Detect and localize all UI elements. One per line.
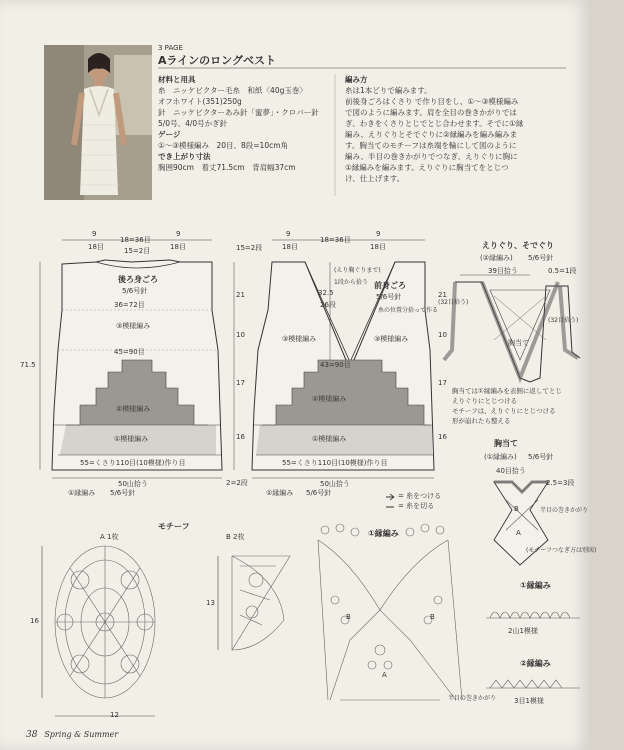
back-shoulder-span: 15=2目 (124, 247, 151, 255)
neck-top-right: 0.5=1段 (548, 267, 577, 275)
page-ref: 3 PAGE (158, 44, 183, 52)
back-dim-right: 9 (176, 230, 181, 238)
back-chain: 55=くさり110目(10模様)作り目 (80, 459, 186, 467)
motif-b-height: 13 (206, 599, 215, 607)
bib-side: 2.5=3段 (546, 479, 575, 487)
neck-side-right: (32目拾う) (548, 317, 579, 324)
front-chain: 55=くさり110目(10模様)作り目 (282, 459, 388, 467)
back-side-dim: 15=2段 (236, 244, 263, 252)
back-dim-left: 9 (92, 230, 97, 238)
back-side-dim: 17 (236, 379, 245, 387)
back-border-note: 50山拾う (118, 480, 148, 488)
back-pattern-2: ②模様編み (116, 405, 151, 413)
motif-a-height: 16 (30, 617, 39, 625)
method-line: で図のように編みます。肩を全目の巻きかがりでは (345, 108, 517, 117)
back-border-hook: 5/6号針 (110, 489, 136, 497)
edging-mid-piece-b-right: B (430, 613, 435, 621)
bib-sub: (①縁編み) (484, 453, 517, 461)
front-pattern-1: ①模様編み (312, 435, 347, 443)
legend-add: = 糸をつける (398, 492, 442, 500)
front-mid-width: 43=90目 (320, 361, 351, 369)
front-border-hook: 5/6号針 (306, 489, 332, 497)
edging-mid-piece-b-left: B (346, 613, 351, 621)
materials-yarn: 糸 ニッケビクター毛糸 和紙〈40g玉巻〉 (158, 86, 307, 95)
front-border-label: ①縁編み (266, 489, 294, 497)
back-pattern-1: ①模様編み (114, 435, 149, 443)
neck-sub: (②縁編み) (480, 254, 513, 262)
back-width-36: 36=72目 (114, 301, 145, 309)
front-dim-center: 18=36目 (320, 236, 351, 244)
edging-chart-mid (318, 524, 462, 700)
size-heading: でき上がり寸法 (158, 152, 211, 161)
front-v-length: 32.5 (318, 289, 334, 297)
method-line: ぎ、わきをくさりとじでとじ合わせます。そでに①縁 (345, 119, 524, 128)
series-name: Spring & Summer (44, 730, 119, 739)
neck-title: えりぐり、そでぐり (482, 241, 554, 250)
motif-a-width: 12 (110, 711, 119, 719)
method-line: 編み、半目の巻きかがりでつなぎ、えりぐりに胸に (345, 152, 518, 161)
front-v-side: 1段から拾う (334, 279, 368, 286)
front-border-note: 50山拾う (320, 480, 350, 488)
materials-yarn-color: オフホワイト(351)250g (158, 97, 242, 106)
back-rows-left: 18目 (88, 243, 104, 251)
front-side-dim: 10 (438, 331, 447, 339)
back-total-length: 71.5 (20, 361, 36, 369)
back-hook: 5/6号針 (122, 287, 148, 295)
neck-note-3: モチーフは、えりぐりにとじつける (452, 407, 556, 415)
front-side-dim: 16 (438, 433, 447, 441)
method-line: す。胸当てのモチーフは糸端を輪にして図のように (345, 141, 517, 150)
neck-center: 胸当て (508, 339, 529, 347)
back-title: 後ろ身ごろ (118, 275, 158, 284)
bib-piece-b: B (514, 505, 519, 513)
front-v-note: (えり胸ぐりまで) (334, 267, 381, 274)
neck-note-1: 胸当ては①縁編みを表側に返してとじ (452, 387, 562, 395)
gauge-heading: ゲージ (158, 130, 181, 139)
page-number: 38 (26, 730, 38, 740)
back-dim-center: 18=36目 (120, 236, 151, 244)
front-side-dim: 17 (438, 379, 447, 387)
legend-marks (386, 494, 394, 507)
gauge-text: ①～③模様編み 20目、8段=10cm角 (158, 141, 289, 150)
front-pattern-2: ②模様編み (312, 395, 347, 403)
bib-note-1: 半目の巻きかがり (540, 507, 589, 514)
neck-note-4: 形が崩れたら整える (452, 417, 511, 425)
motif-b-diagram (218, 556, 290, 650)
motif-title: モチーフ (158, 522, 190, 531)
size-text: 胸囲90cm 着丈71.5cm 背肩幅37cm (158, 163, 296, 172)
edging-mid-piece-a: A (382, 671, 387, 679)
materials-needle: 針 ニッケビクターあみ針「蜜夢」・クロバー針 (158, 108, 319, 117)
edging-mid-title: ①縁編み (368, 529, 399, 538)
edging-2-sub: 3目1模様 (514, 697, 544, 705)
front-pattern-3: ③模様編み (282, 335, 317, 343)
neckline-edging-schematic (444, 275, 580, 382)
front-side-dim: 21 (438, 291, 447, 299)
back-width-45: 45=90目 (114, 348, 145, 356)
edging-1-title: ①縁編み (520, 581, 551, 590)
back-side-dim: 16 (236, 433, 245, 441)
front-title: 前身ごろ (374, 281, 406, 290)
back-side-dim: 21 (236, 291, 245, 299)
front-rows-right: 18目 (370, 243, 386, 251)
front-side-note: 糸の位置分拾って作る (378, 307, 439, 314)
method-line: 編み、えりぐりとそでぐりに②縁編みを編み編みま (345, 130, 518, 139)
front-dim-right: 9 (376, 230, 381, 238)
method-heading: 編み方 (345, 75, 368, 84)
motif-a-label: A 1枚 (100, 533, 119, 541)
back-rows-right: 18目 (170, 243, 186, 251)
motif-a-diagram (42, 546, 155, 716)
bib-hook: 5/6号針 (528, 453, 554, 461)
bib-note-2: (モチーフつなぎ方は別図) (526, 547, 597, 554)
bib-title: 胸当て (494, 439, 518, 448)
back-side-dim: 10 (236, 331, 245, 339)
edging-mid-note: 半目の巻きかがり (448, 695, 497, 702)
neck-note-2: えりぐりにとじつける (452, 397, 517, 405)
motif-b-label: B 2枚 (226, 533, 245, 541)
neck-top: 39目拾う (488, 267, 518, 275)
method-line: ①縁編みを編みます。えりぐりに胸当てをとじつ (345, 163, 509, 172)
front-v-rows: 26段 (320, 301, 336, 309)
bib-piece-a: A (516, 529, 521, 537)
neck-hook: 5/6号針 (528, 254, 554, 262)
pattern-title: Aラインのロングベスト (158, 54, 276, 67)
materials-heading: 材料と用具 (158, 75, 196, 84)
back-side-dim: 2=2段 (226, 479, 248, 487)
back-border-label: ①縁編み (68, 489, 96, 497)
front-dim-left: 9 (286, 230, 291, 238)
legend-cut: = 糸を切る (398, 502, 435, 510)
method-line: け、仕上げます。 (345, 174, 405, 183)
page-footer (26, 730, 118, 740)
neck-side-left: (32目拾う) (438, 299, 469, 306)
materials-needle-size: 5/0号、4/0号かぎ針 (158, 119, 228, 128)
edging-1-sub: 2山1模様 (508, 627, 538, 635)
edging-samples-right (486, 612, 580, 688)
front-rows-left: 18目 (282, 243, 298, 251)
method-line: 前後身ごろはくさり で作り目をし、①～③模様編み (345, 97, 519, 106)
method-line: 糸は1本どりで編みます。 (345, 86, 432, 95)
front-hook: 5/6号針 (376, 293, 402, 301)
bib-count: 40目拾う (496, 467, 526, 475)
back-pattern-3: ③模様編み (116, 322, 151, 330)
edging-2-title: ②縁編み (520, 659, 551, 668)
front-pattern-3-right: ③模様編み (374, 335, 409, 343)
